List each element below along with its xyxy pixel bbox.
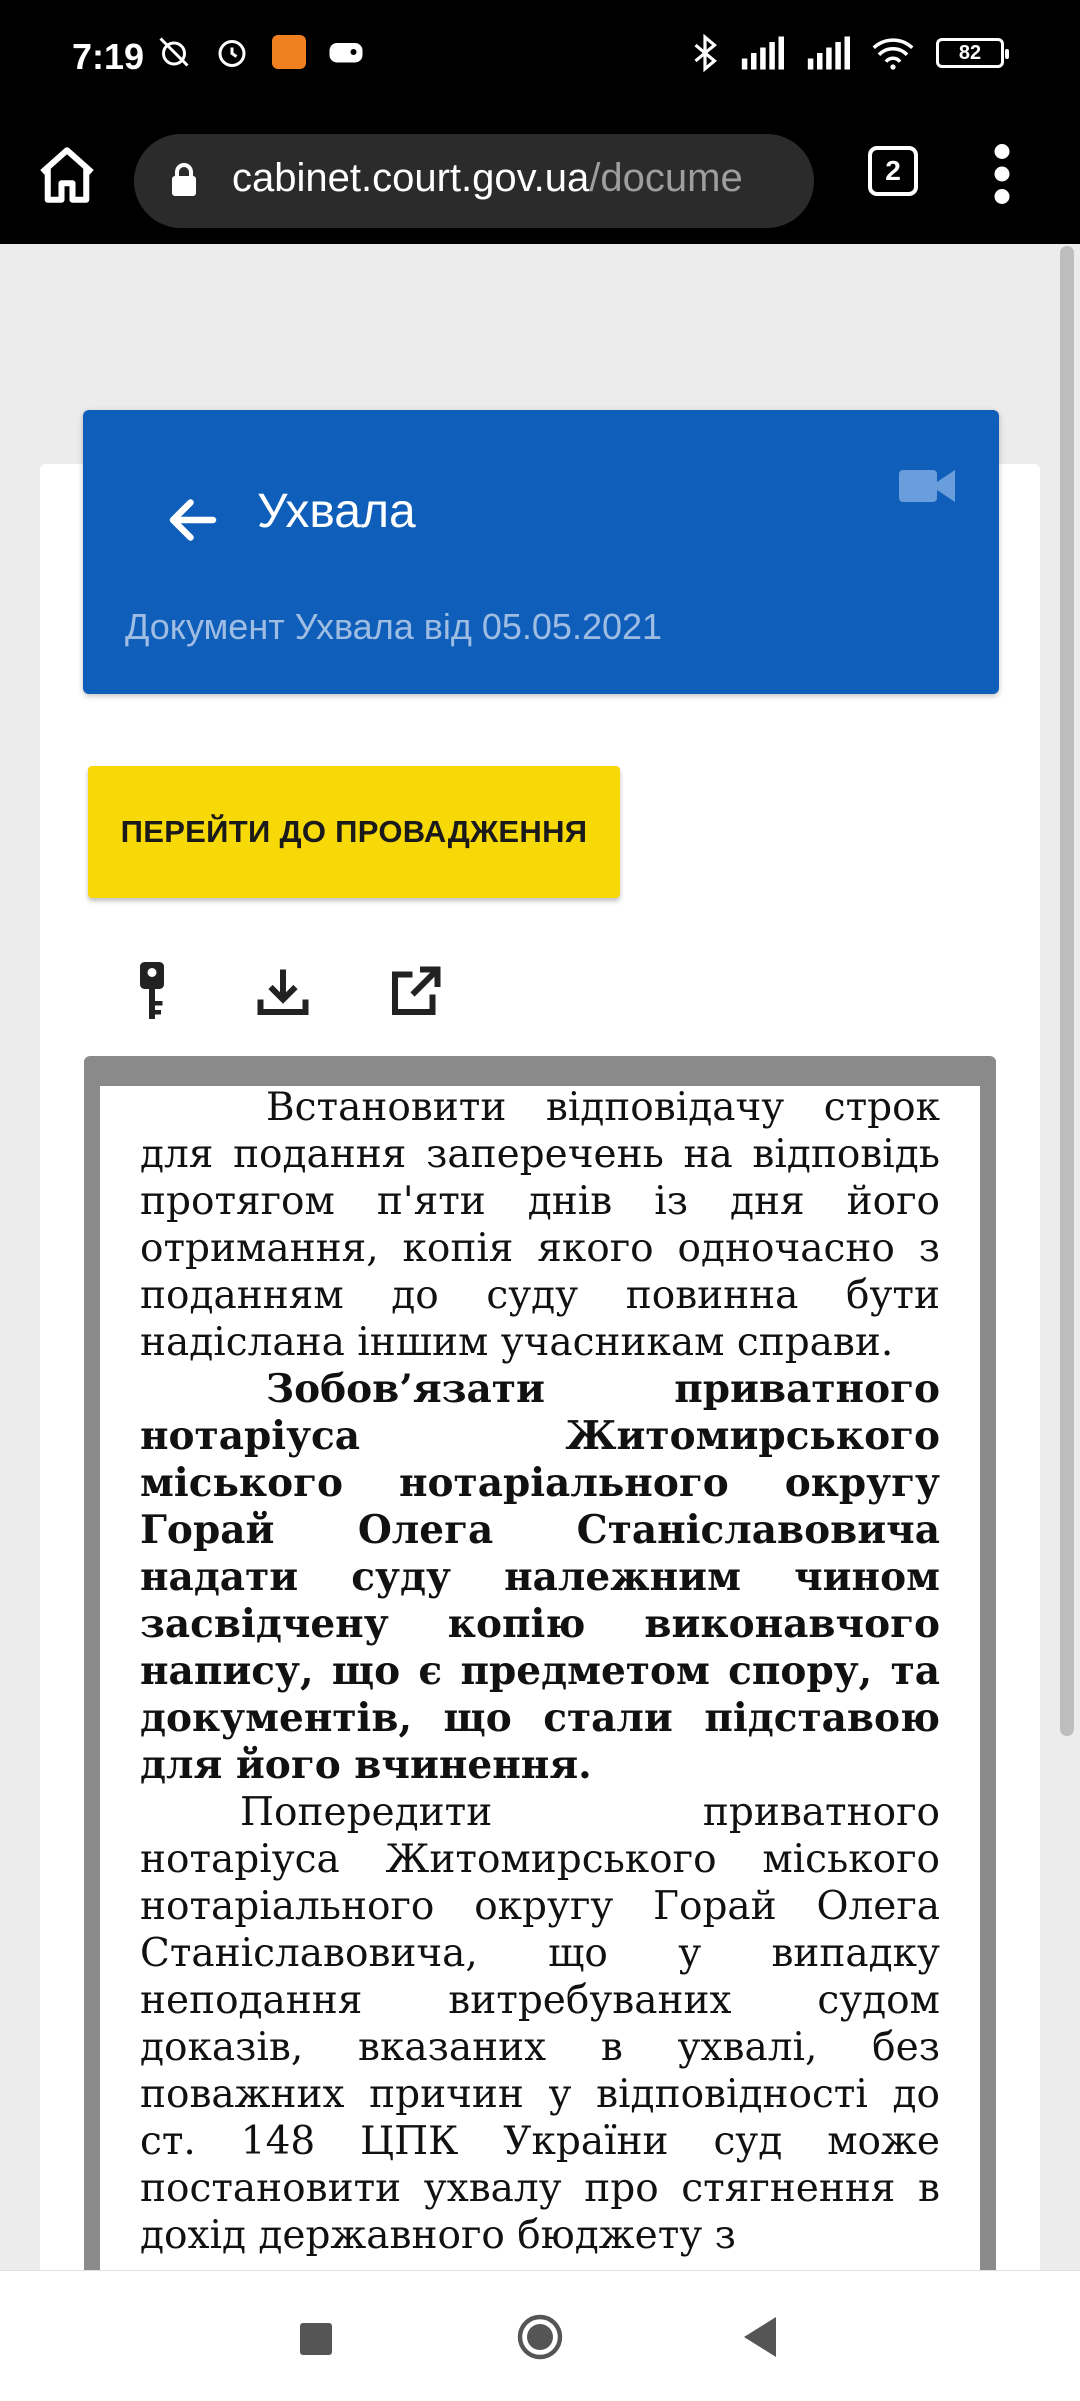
- address-bar[interactable]: [134, 134, 814, 228]
- wifi-icon: [872, 36, 914, 70]
- url-host: cabinet.court.gov.ua: [232, 156, 590, 200]
- url-text: [232, 156, 743, 201]
- document-header: [83, 410, 999, 694]
- tab-switcher-button[interactable]: 2: [868, 146, 918, 196]
- document-paragraph: Зобов’язати приватного нотаріуса Житомирського міського нотаріального округу Горай Олега Станіславовича надати суду належним чином засвідчену копію виконавчого напису, що є предметом спору, та документів, що стали підставою для його вчинення.: [140, 1366, 940, 1788]
- alarm-icon: [214, 34, 250, 70]
- recents-button[interactable]: [300, 2323, 332, 2355]
- status-time: 7:19: [72, 36, 145, 77]
- more-menu-icon[interactable]: [992, 144, 1012, 204]
- goto-proceeding-button[interactable]: ПЕРЕЙТИ ДО ПРОВАДЖЕННЯ: [88, 766, 620, 898]
- app-icon: [272, 35, 306, 69]
- alarm-off-icon: [156, 34, 192, 70]
- lock-icon: [170, 162, 198, 198]
- browser-toolbar: [0, 118, 1080, 244]
- home-icon[interactable]: [34, 142, 100, 208]
- battery-icon: 82: [936, 38, 1004, 68]
- document-paragraph: Попередити приватного нотаріуса Житомирського міського нотаріального округу Горай Олега Станіславовича, що у випадку неподання витребуваних судом доказів, вказаних в ухвалі, без поважних причин у відповідності до ст. 148 ЦПК України суд може постановити ухвалу про стягнення в дохід державного бюджету з: [140, 1790, 940, 2258]
- back-arrow-icon[interactable]: [163, 490, 223, 550]
- video-camera-icon[interactable]: [899, 466, 955, 506]
- page-title: Ухвала: [257, 485, 416, 538]
- document-paragraph: Встановити відповідачу строк для подання заперечень на відповідь протягом п'яти днів із дня його отримання, копія якого одночасно з поданням до суду повинна бути надіслана іншим учасникам справи.: [140, 1086, 940, 1365]
- document-text: [140, 1086, 940, 2259]
- status-bar: [0, 0, 1080, 118]
- system-nav-bar: [0, 2270, 1080, 2401]
- signal-icon: [740, 36, 784, 70]
- home-button[interactable]: [516, 2313, 564, 2361]
- key-icon[interactable]: [122, 962, 182, 1022]
- open-external-icon[interactable]: [385, 962, 445, 1022]
- page-subtitle: Документ Ухвала від 05.05.2021: [125, 606, 663, 647]
- back-button[interactable]: [742, 2315, 778, 2359]
- url-path: /docume: [589, 156, 743, 200]
- document-page: [100, 1086, 980, 2276]
- download-icon[interactable]: [253, 962, 313, 1022]
- page-scrollbar[interactable]: [1060, 246, 1074, 1736]
- game-icon: [328, 37, 364, 67]
- bluetooth-icon: [692, 34, 718, 72]
- document-viewer[interactable]: [84, 1056, 996, 2276]
- signal-icon: [806, 36, 850, 70]
